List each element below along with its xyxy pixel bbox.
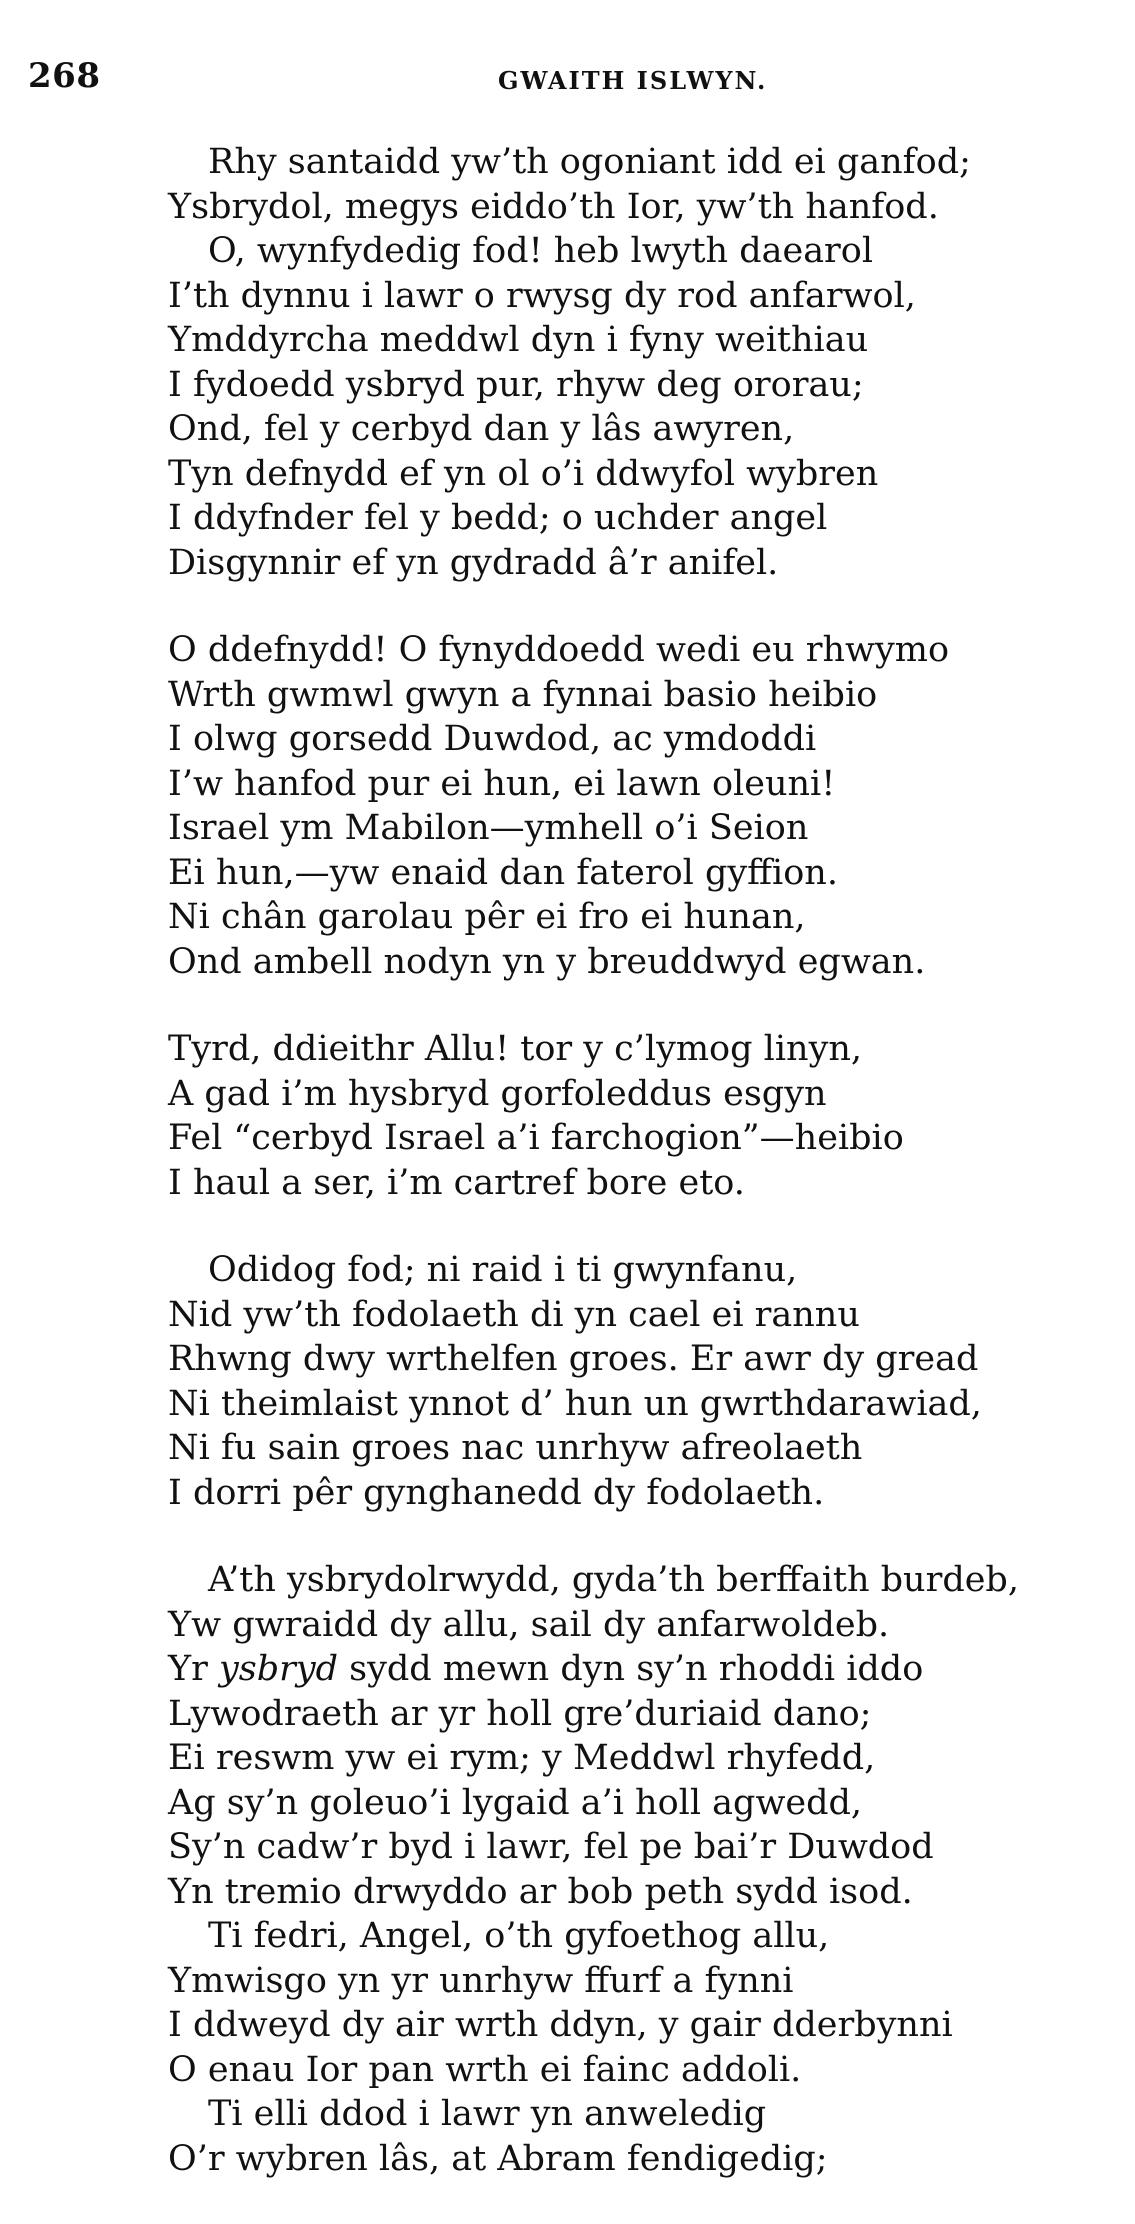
poem-line: Rhwng dwy wrthelfen groes. Er awr dy gread bbox=[168, 1339, 979, 1379]
poem-line: Ni chân garolau pêr ei fro ei hunan, bbox=[168, 897, 806, 937]
poem-line bbox=[168, 1647, 1098, 1692]
stanza bbox=[168, 628, 1098, 984]
poem-line: Odidog fod; ni raid i ti gwynfanu, bbox=[208, 1250, 798, 1290]
poem-line: Ti elli ddod i lawr yn anweledig bbox=[208, 2094, 767, 2134]
poem-line: Disgynnir ef yn gydradd â’r anifel. bbox=[168, 542, 779, 583]
stanza bbox=[168, 1248, 1098, 1515]
poem-line: A gad i’m hysbryd gorfoleddus esgyn bbox=[168, 1073, 827, 1114]
poem-line: Ag sy’n goleuo’i lygaid a’i holl agwedd, bbox=[168, 1782, 863, 1823]
poem-line: I olwg gorsedd Duwdod, ac ymdoddi bbox=[168, 719, 817, 759]
poem-line: Yw gwraidd dy allu, sail dy anfarwoldeb. bbox=[168, 1604, 890, 1645]
poem-line: I’w hanfod pur ei hun, ei lawn oleuni! bbox=[168, 763, 836, 804]
poem-line: O enau Ior pan wrth ei fainc addoli. bbox=[168, 2049, 802, 2090]
stanza bbox=[168, 1027, 1098, 1205]
poem-line: Ymddyrcha meddwl dyn i fyny weithiau bbox=[168, 320, 869, 360]
emphasized-word: ysbryd bbox=[218, 1649, 339, 1689]
poem-line: O ddefnydd! O fynyddoedd wedi eu rhwymo bbox=[168, 630, 950, 670]
poem-line: Ysbrydol, megys eiddo’th Ior, yw’th hanfod. bbox=[168, 186, 939, 227]
running-title: GWAITH ISLWYN. bbox=[498, 66, 768, 95]
poem-line: Lywodraeth ar yr holl gre’duriaid dano; bbox=[168, 1693, 872, 1734]
poem-line: Ni theimlaist ynnot d’ hun un gwrthdarawiad, bbox=[168, 1383, 982, 1424]
poem-line: I fydoedd ysbryd pur, rhyw deg ororau; bbox=[168, 364, 864, 405]
poem-line: Ni fu sain groes nac unrhyw afreolaeth bbox=[168, 1428, 863, 1468]
poem-line: I dorri pêr gynghanedd dy fodolaeth. bbox=[168, 1472, 825, 1513]
poem-line: Ti fedri, Angel, o’th gyfoethog allu, bbox=[208, 1916, 830, 1956]
poem-line: Nid yw’th fodolaeth di yn cael ei rannu bbox=[168, 1294, 860, 1335]
poem-line: Israel ym Mabilon—ymhell o’i Seion bbox=[168, 808, 809, 848]
page-header bbox=[28, 56, 1107, 106]
poem-line: Ei hun,—yw enaid dan faterol gyffion. bbox=[168, 852, 838, 893]
poem-line: Yn tremio drwyddo ar bob peth sydd isod. bbox=[168, 1871, 913, 1912]
poem-line: Sy’n cadw’r byd i lawr, fel pe bai’r Duwdod bbox=[168, 1827, 934, 1867]
poem-line: Fel “cerbyd Israel a’i farchogion”—heibio bbox=[168, 1118, 904, 1158]
poem-line-text: Yr bbox=[168, 1649, 219, 1689]
poem-line: Ei reswm yw ei rym; y Meddwl rhyfedd, bbox=[168, 1738, 876, 1778]
poem-line: I’th dynnu i lawr o rwysg dy rod anfarwol, bbox=[168, 275, 916, 316]
poem-line: Tyrd, ddieithr Allu! tor y c’lymog linyn, bbox=[168, 1029, 863, 1069]
poem-line: Ymwisgo yn yr unrhyw ffurf a fynni bbox=[168, 1960, 794, 2001]
poem-line: I ddyfnder fel y bedd; o uchder angel bbox=[168, 498, 828, 538]
poem-line: Tyn defnydd ef yn ol o’i ddwyfol wybren bbox=[168, 453, 879, 494]
poem-line-text: sydd mewn dyn sy’n rhoddi iddo bbox=[338, 1649, 924, 1689]
page-number: 268 bbox=[28, 56, 101, 96]
poem-line: Ond, fel y cerbyd dan y lâs awyren, bbox=[168, 409, 795, 449]
poem-line: I haul a ser, i’m cartref bore eto. bbox=[168, 1162, 745, 1203]
poem-line: A’th ysbrydolrwydd, gyda’th berffaith burdeb, bbox=[208, 1560, 1019, 1600]
stanza bbox=[168, 1558, 1098, 2181]
poem-line: Ond ambell nodyn yn y breuddwyd egwan. bbox=[168, 941, 926, 982]
poem-line: Wrth gwmwl gwyn a fynnai basio heibio bbox=[168, 674, 878, 715]
poem-line: Rhy santaidd yw’th ogoniant idd ei ganfod; bbox=[208, 142, 971, 182]
poem-line: O, wynfydedig fod! heb lwyth daearol bbox=[208, 231, 874, 271]
poem-line: I ddweyd dy air wrth ddyn, y gair dderbynni bbox=[168, 2005, 953, 2045]
stanza bbox=[168, 140, 1098, 585]
poem-line: O’r wybren lâs, at Abram fendigedig; bbox=[168, 2138, 828, 2179]
poem-body bbox=[168, 140, 1098, 2224]
